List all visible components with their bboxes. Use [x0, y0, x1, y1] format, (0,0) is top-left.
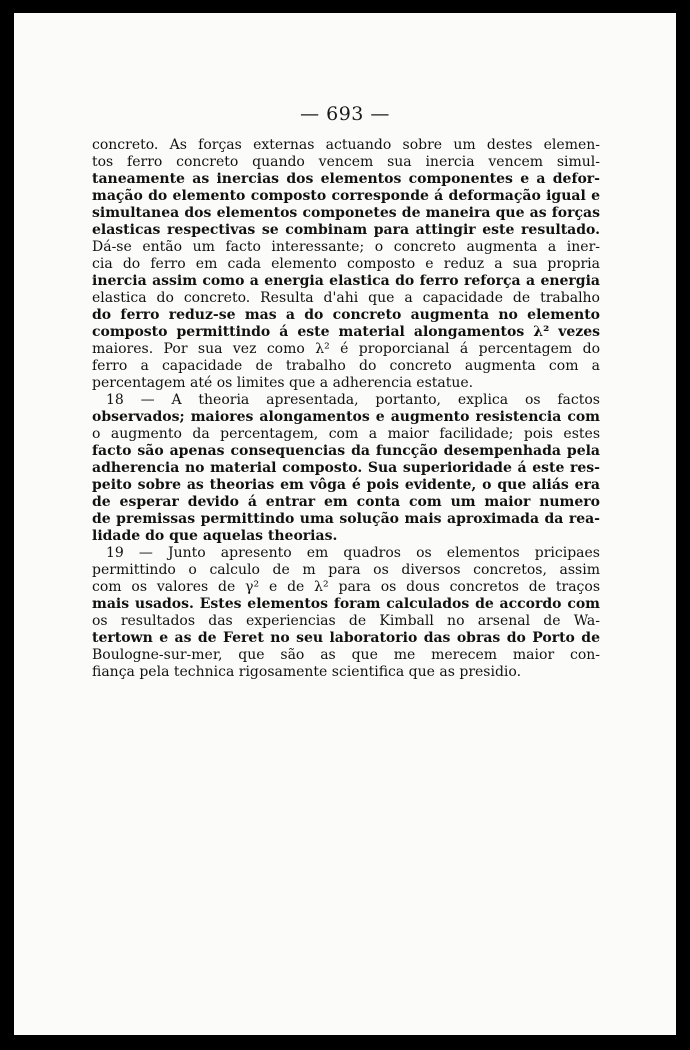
- text-line: tos ferro concreto quando vencem sua inercia vencem simul-: [92, 154, 600, 170]
- text-line: inercia assim como a energia elastica do ferro reforça a energia: [92, 273, 600, 289]
- text-line: o augmento da percentagem, com a maior facilidade; pois estes: [92, 426, 600, 442]
- text-line: os resultados das experiencias de Kimball no arsenal de Wa-: [92, 613, 600, 629]
- text-line: concreto. As forças externas actuando sobre um destes elemen-: [92, 137, 600, 153]
- text-line: adherencia no material composto. Sua superioridade á este res-: [92, 460, 600, 476]
- text-line: percentagem até os limites que a adherencia estatue.: [92, 375, 474, 391]
- text-line: fiança pela technica rigosamente scientifica que as presidio.: [92, 664, 522, 680]
- page-number: — 693 —: [300, 103, 390, 125]
- text-line: peito sobre as theorias em vôga é pois evidente, o que aliás era: [92, 477, 600, 493]
- text-line: maiores. Por sua vez como λ² é proporcianal á percentagem do: [92, 341, 600, 357]
- text-line: composto permittindo á este material alongamentos λ² vezes: [92, 324, 600, 340]
- text-line: simultanea dos elementos componetes de maneira que as forças: [92, 205, 600, 221]
- text-line: cia do ferro em cada elemento composto e reduz a sua propria: [92, 256, 600, 272]
- text-line: 19 — Junto apresento em quadros os elementos pricipaes: [106, 545, 600, 561]
- text-line: observados; maiores alongamentos e augmento resistencia com: [92, 409, 600, 425]
- text-line: de premissas permittindo uma solução mais aproximada da rea-: [92, 511, 600, 527]
- text-line: ferro a capacidade de trabalho do concreto augmenta com a: [92, 358, 600, 374]
- text-line: mais usados. Estes elementos foram calculados de accordo com: [92, 596, 600, 612]
- body-text: [92, 137, 600, 681]
- text-line: lidade do que aquelas theorias.: [92, 528, 338, 544]
- text-line: com os valores de γ² e de λ² para os dous concretos de traços: [92, 579, 600, 595]
- book-page: [14, 13, 676, 1035]
- text-line: 18 — A theoria apresentada, portanto, explica os factos: [106, 392, 600, 408]
- text-line: tertown e as de Feret no seu laboratorio das obras do Porto de: [92, 630, 600, 646]
- text-line: de esperar devido á entrar em conta com um maior numero: [92, 494, 600, 510]
- text-line: mação do elemento composto corresponde á deformação igual e: [92, 188, 600, 204]
- text-line: elasticas respectivas se combinam para attingir este resultado.: [92, 222, 600, 238]
- text-line: Dá-se então um facto interessante; o concreto augmenta a iner-: [92, 239, 600, 255]
- text-line: facto são apenas consequencias da funcção desempenhada pela: [92, 443, 600, 459]
- text-line: taneamente as inercias dos elementos componentes e a defor-: [92, 171, 600, 187]
- text-line: permittindo o calculo de m para os diversos concretos, assim: [92, 562, 600, 578]
- text-line: Boulogne-sur-mer, que são as que me merecem maior con-: [92, 647, 600, 663]
- text-line: elastica do concreto. Resulta d'ahi que a capacidade de trabalho: [92, 290, 600, 306]
- text-line: do ferro reduz-se mas a do concreto augmenta no elemento: [92, 307, 600, 323]
